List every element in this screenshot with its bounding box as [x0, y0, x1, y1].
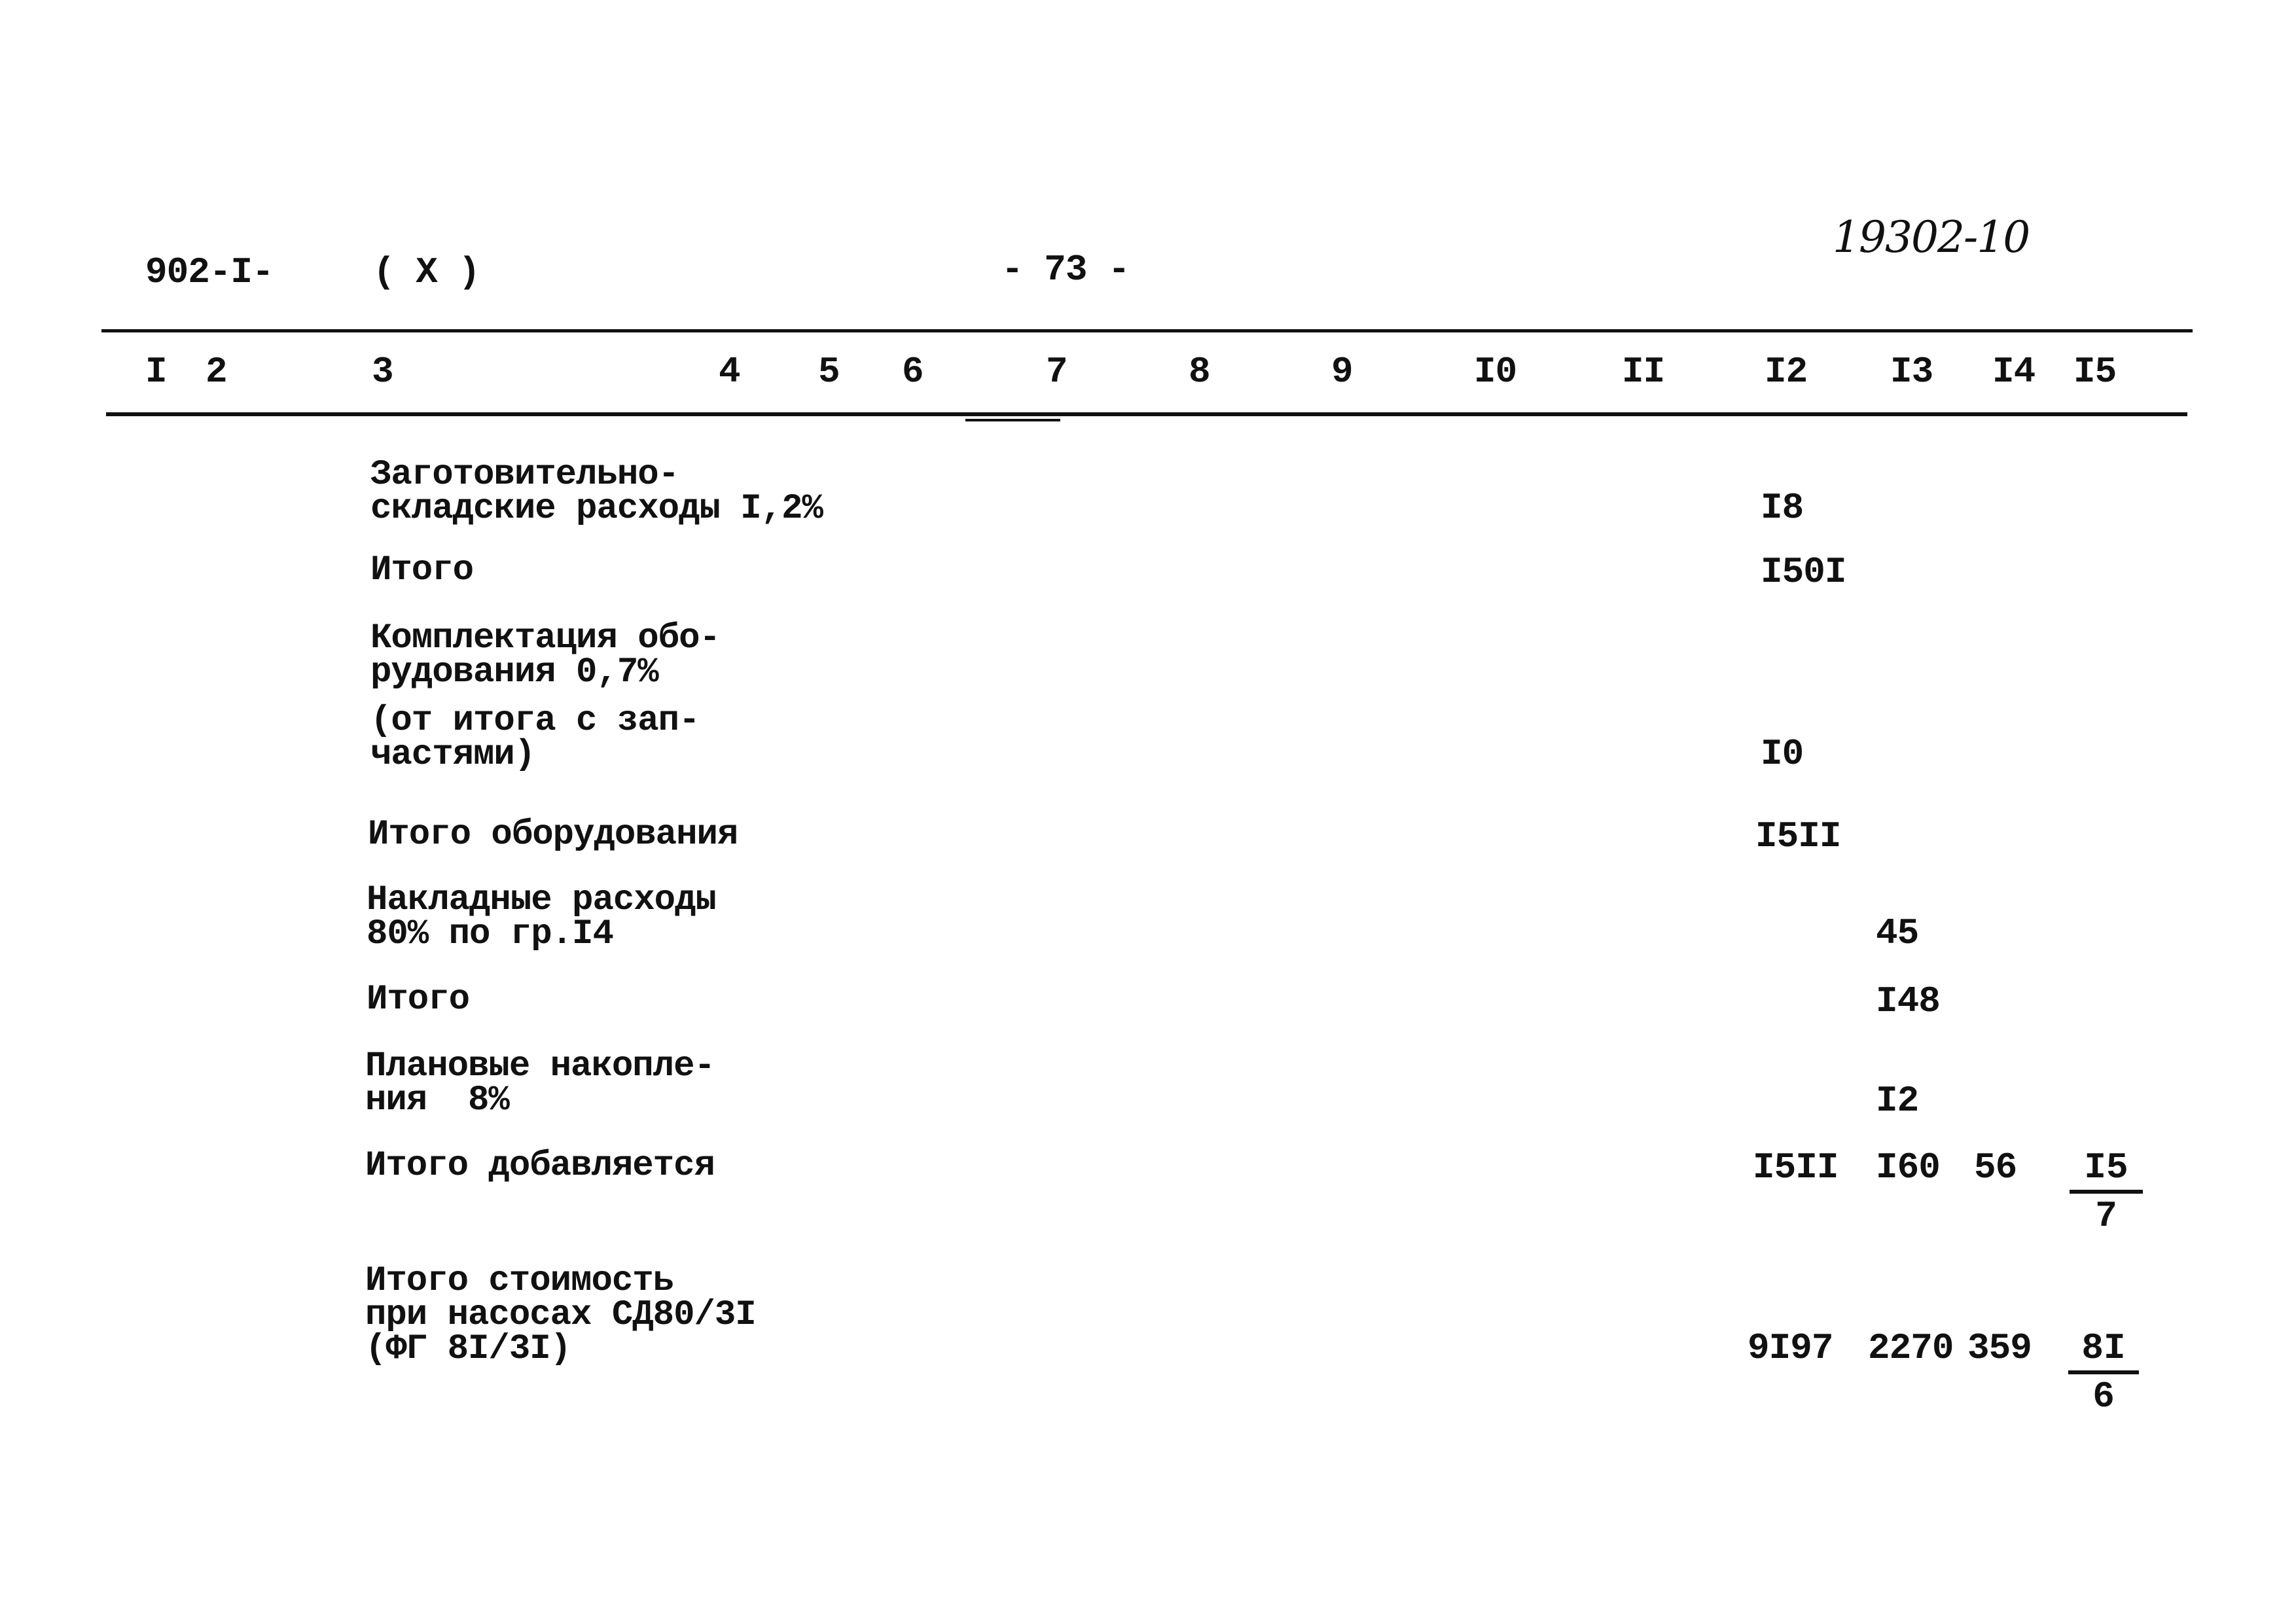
cell-col12: I5II — [1753, 1147, 1839, 1188]
column-header-3: 3 — [372, 351, 393, 393]
cell-col12: I8 — [1761, 487, 1804, 529]
row-label: Заготовительно- складские расходы I,2% — [370, 455, 823, 529]
column-header-6: 6 — [902, 351, 924, 393]
column-header-14: I4 — [1992, 351, 2036, 393]
cell-col13: I48 — [1876, 980, 1940, 1022]
column-header-10: I0 — [1474, 351, 1517, 393]
page-number: - 73 - — [1001, 249, 1130, 291]
row-label: Итого добавляется — [365, 1146, 715, 1186]
column-header-9: 9 — [1331, 351, 1353, 393]
cell-col13: I60 — [1876, 1147, 1940, 1188]
cell-col15-fraction — [2070, 1147, 2143, 1237]
cell-col12: 9I97 — [1748, 1327, 1833, 1369]
section-marker: ( X ) — [373, 251, 480, 293]
cell-col12: I50I — [1761, 551, 1846, 593]
header-bottom-rule-accent — [965, 419, 1060, 421]
row-label: Итого — [367, 980, 470, 1020]
fraction-numerator: 8I — [2068, 1330, 2139, 1374]
row-label: (от итога с зап- частями) — [370, 701, 700, 775]
column-header-5: 5 — [818, 351, 840, 393]
document-code: 902-I- — [145, 251, 274, 293]
cell-col12: I5II — [1755, 815, 1841, 857]
cell-col12: I0 — [1761, 733, 1804, 775]
header-bottom-rule — [106, 412, 2187, 416]
cell-col13: 45 — [1876, 912, 1919, 954]
top-rule — [101, 329, 2193, 332]
column-header-1: I — [145, 351, 167, 393]
column-header-12: I2 — [1765, 351, 1808, 393]
column-header-8: 8 — [1189, 351, 1210, 393]
cell-col15-fraction — [2068, 1327, 2139, 1418]
row-label: Итого стоимость при насосах СД80/3I (ФГ 8I/3I) — [365, 1261, 756, 1369]
column-header-4: 4 — [719, 351, 740, 393]
row-label: Итого — [370, 550, 474, 590]
cell-col14: 56 — [1974, 1147, 2017, 1188]
cell-col14: 359 — [1967, 1327, 2032, 1369]
column-header-11: II — [1622, 351, 1665, 393]
row-label: Накладные расходы 80% по гр.I4 — [367, 880, 716, 954]
handwritten-reference: 19302-10 — [1833, 212, 2030, 262]
column-header-7: 7 — [1046, 351, 1067, 393]
column-header-2: 2 — [206, 351, 227, 393]
row-label: Итого оборудования — [368, 815, 738, 855]
row-label: Плановые накопле- ния 8% — [365, 1046, 715, 1120]
column-header-13: I3 — [1890, 351, 1933, 393]
cell-col13: 2270 — [1868, 1327, 1954, 1369]
column-header-15: I5 — [2073, 351, 2117, 393]
row-label: Комплектация обо- рудования 0,7% — [370, 618, 720, 692]
fraction-denominator: 7 — [2095, 1195, 2117, 1237]
fraction-numerator: I5 — [2070, 1149, 2143, 1194]
cell-col13: I2 — [1876, 1080, 1919, 1122]
fraction-denominator: 6 — [2092, 1376, 2115, 1418]
